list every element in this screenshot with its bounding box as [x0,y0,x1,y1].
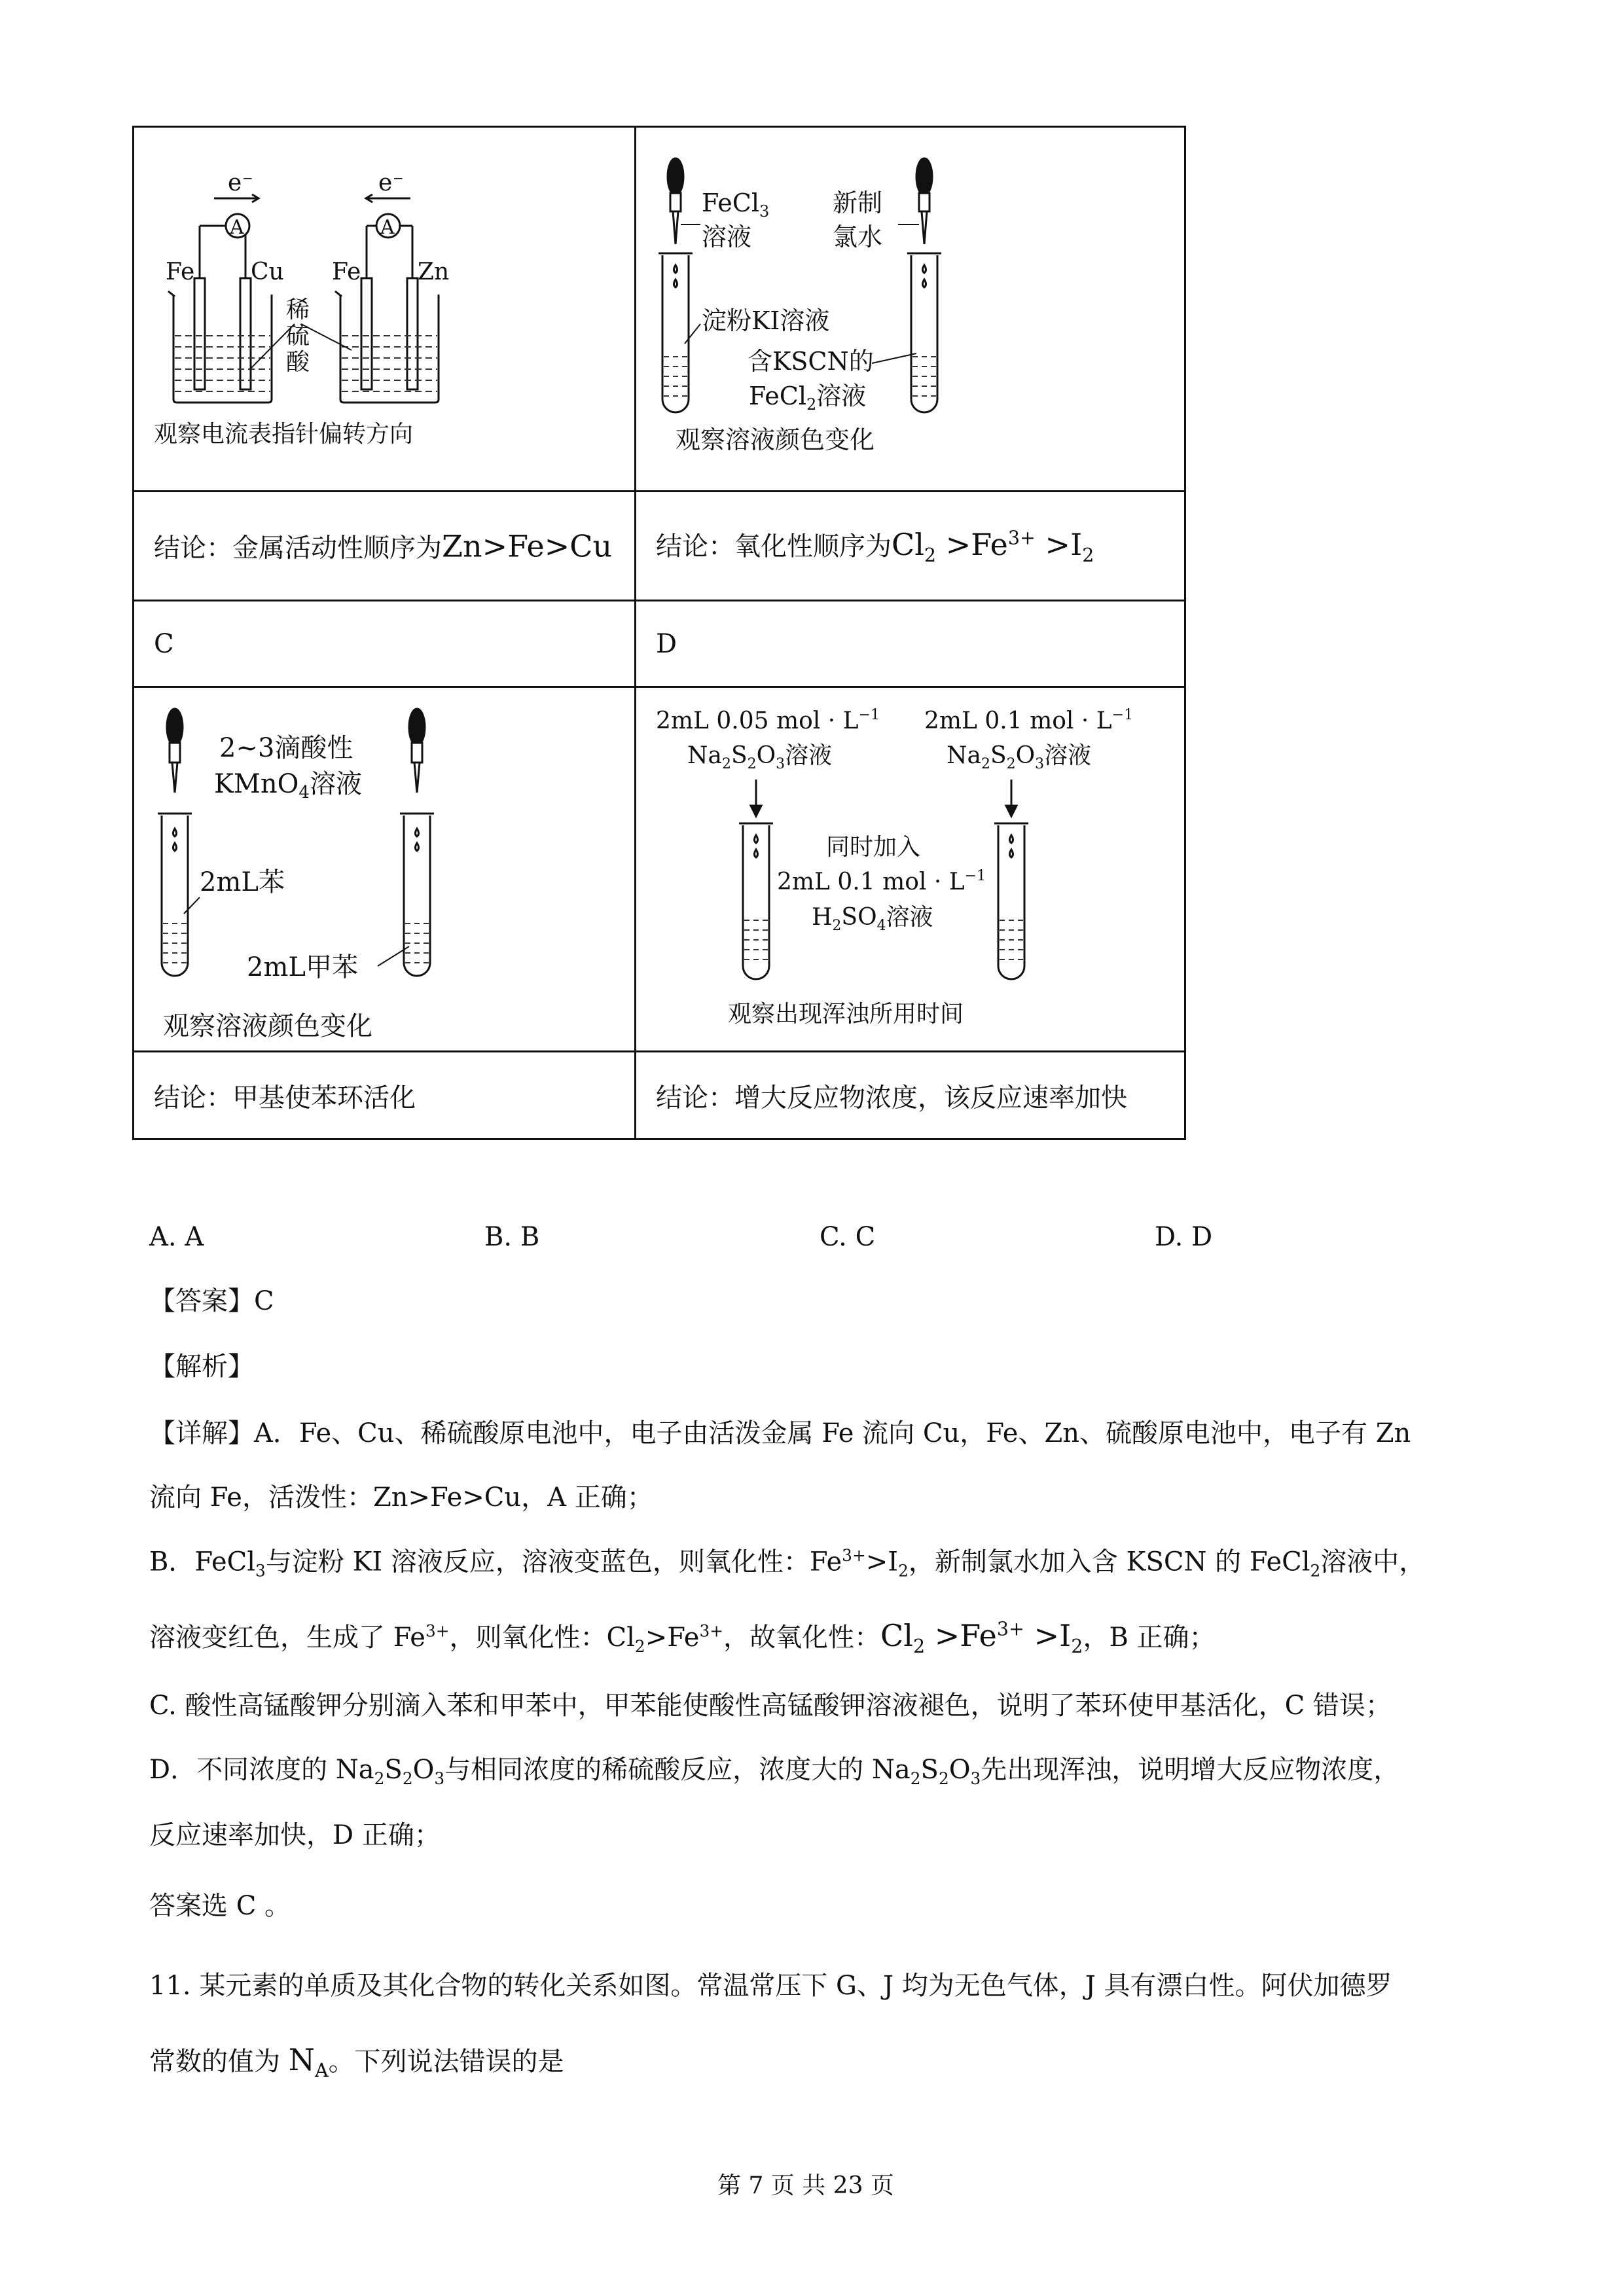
cell-a-conclusion [132,490,636,601]
benzene-label: 2mL苯 [200,867,285,897]
conclusion-c: 结论：甲基使苯环活化 [154,1083,416,1113]
answer: 【答案】C [149,1286,274,1316]
detail-b-line1: B．FeCl$_3$与淀粉 KI 溶液反应，溶液变蓝色，则氧化性：$Fe^{3+}>I_2$，新制氯水加入含 KSCN 的 FeCl$_2$溶液中， [149,1546,1426,1581]
cell-c-conclusion [132,1050,636,1140]
oxidation-test-figure [636,128,1184,490]
thiosulfate-rate-figure [636,688,1184,1050]
ammeter-symbol-left: A [230,216,244,239]
experiment-table [132,126,1186,1140]
label-fe-left: Fe [166,259,195,285]
label-cu: Cu [251,259,284,285]
left-galvanic-cell [168,194,272,403]
q11-line1: 11. 某元素的单质及其化合物的转化关系如图。常温常压下 G、J 均为无色气体，J 具有漂白性。阿伏加德罗 [149,1971,1392,2001]
figure-b-caption: 观察溶液颜色变化 [676,425,875,454]
right-liquid [342,336,437,391]
conclusion-d: 结论：增大反应物浓度，该反应速率加快 [656,1083,1127,1113]
detail-c-line: C. 酸性高锰酸钾分别滴入苯和甲苯中，甲苯能使酸性高锰酸钾溶液褪色，说明了苯环使甲基活化，C 错误； [149,1691,1392,1721]
cell-b-figure [634,126,1186,492]
cell-a-figure [132,126,636,492]
acid-char-3: 酸 [286,349,310,376]
electron-label-left: e [228,170,242,196]
electron-label-right: e [378,170,393,196]
analysis-label: 【解析】 [149,1352,254,1382]
kscn-label-2: FeCl$_2$溶液 [749,382,867,414]
q11-line2: 常数的值为 $N_A$。下列说法错误的是 [149,2042,564,2082]
cell-d-conclusion [634,1050,1186,1140]
option-a[interactable]: A. A [149,1222,204,1252]
right-conc-label: 2mL 0.1 mol · $L^{-1}$ [924,707,1134,734]
right-test-tube [907,253,941,412]
left-test-tube [659,253,693,412]
cell-c-label [132,600,636,688]
cell-d-label [634,600,1186,688]
fecl3-label: FeCl$_3$ [702,188,770,221]
acid-char-2: 硫 [286,323,310,350]
right-thiosulfate-label: $Na_2S_2O_3$溶液 [947,742,1092,772]
option-c[interactable]: C. C [820,1222,876,1252]
label-fe-right: Fe [332,259,361,285]
left-dropper [668,158,683,244]
figure-d-caption: 观察出现浑浊所用时间 [728,1001,964,1028]
benzene-toluene-figure [134,688,634,1050]
figure-a-caption: 观察电流表指针偏转方向 [154,421,414,448]
electron-sup-right: − [393,170,404,186]
detail-d-line1: D．不同浓度的 $Na_2S_2O_3$与相同浓度的稀硫酸反应，浓度大的 $Na_2S_2O_3$先出现浑浊，说明增大反应物浓度， [149,1755,1400,1788]
detail-b-line2: 溶液变红色，生成了 $Fe^{3+}$，则氧化性：$Cl_2>Fe^{3+}$，故氧化性：$Cl_2 >Fe^{3+} >I_2$，B 正确； [149,1618,1216,1658]
detail-final: 答案选 C 。 [149,1891,291,1921]
electron-sup-left: − [242,170,253,186]
conclusion-a: 结论：金属活动性顺序为Zn>Fe>Cu [154,528,613,564]
add-simultaneously-label: 同时加入 [826,834,921,861]
label-zn: Zn [418,259,450,285]
toluene-label: 2mL甲苯 [247,952,358,982]
acid-char-1: 稀 [286,296,310,323]
option-b[interactable]: B. B [484,1222,540,1252]
label-c: C [154,628,174,659]
detail-d-line2: 反应速率加快，D 正确； [149,1820,441,1850]
detail-a-line2: 流向 Fe，活泼性：Zn>Fe>Cu，A 正确； [149,1482,653,1513]
kmno4-label-1: 2~3滴酸性 [219,733,353,763]
kmno4-label-2: KMnO$_4$溶液 [214,769,362,802]
galvanic-cells-figure [134,128,634,490]
detail-b-formula: $Cl_2 >Fe^{3+} >I_2$ [880,1618,1083,1658]
option-d[interactable]: D. D [1155,1222,1213,1252]
cell-c-figure [132,686,636,1052]
detail-a-line1: 【详解】A．Fe、Cu、稀硫酸原电池中，电子由活泼金属 Fe 流向 Cu，Fe、Zn、硫酸原电池中，电子有 Zn [149,1418,1411,1448]
avogadro-symbol: $N_A$ [288,2042,329,2082]
page-footer: 第 7 页 共 23 页 [717,2172,894,2199]
sulfuric-acid-label: $H_2SO_4$溶液 [812,904,933,934]
chlorine-label-2: 氯水 [833,223,883,251]
chlorine-label-1: 新制 [833,188,883,217]
left-thiosulfate-label: $Na_2S_2O_3$溶液 [687,742,833,772]
fecl3-solution-label: 溶液 [702,223,752,251]
conclusion-a-formula: Zn>Fe>Cu [442,528,613,564]
ammeter-symbol-right: A [380,216,395,239]
figure-c-caption: 观察溶液颜色变化 [163,1011,372,1041]
cell-b-conclusion [634,490,1186,601]
conclusion-b-formula: $Cl_2 >Fe^{3+} >I_2$ [892,526,1094,567]
starch-ki-label: 淀粉KI溶液 [702,306,830,335]
acid-conc-label: 2mL 0.1 mol · $L^{-1}$ [777,868,986,895]
conclusion-b: 结论：氧化性顺序为$Cl_2 >Fe^{3+} >I_2$ [656,526,1094,567]
label-d: D [656,628,677,659]
left-conc-label: 2mL 0.05 mol · $L^{-1}$ [656,707,880,734]
cell-d-figure [634,686,1186,1052]
kscn-label-1: 含KSCN的 [748,347,874,376]
right-dropper [916,158,932,244]
